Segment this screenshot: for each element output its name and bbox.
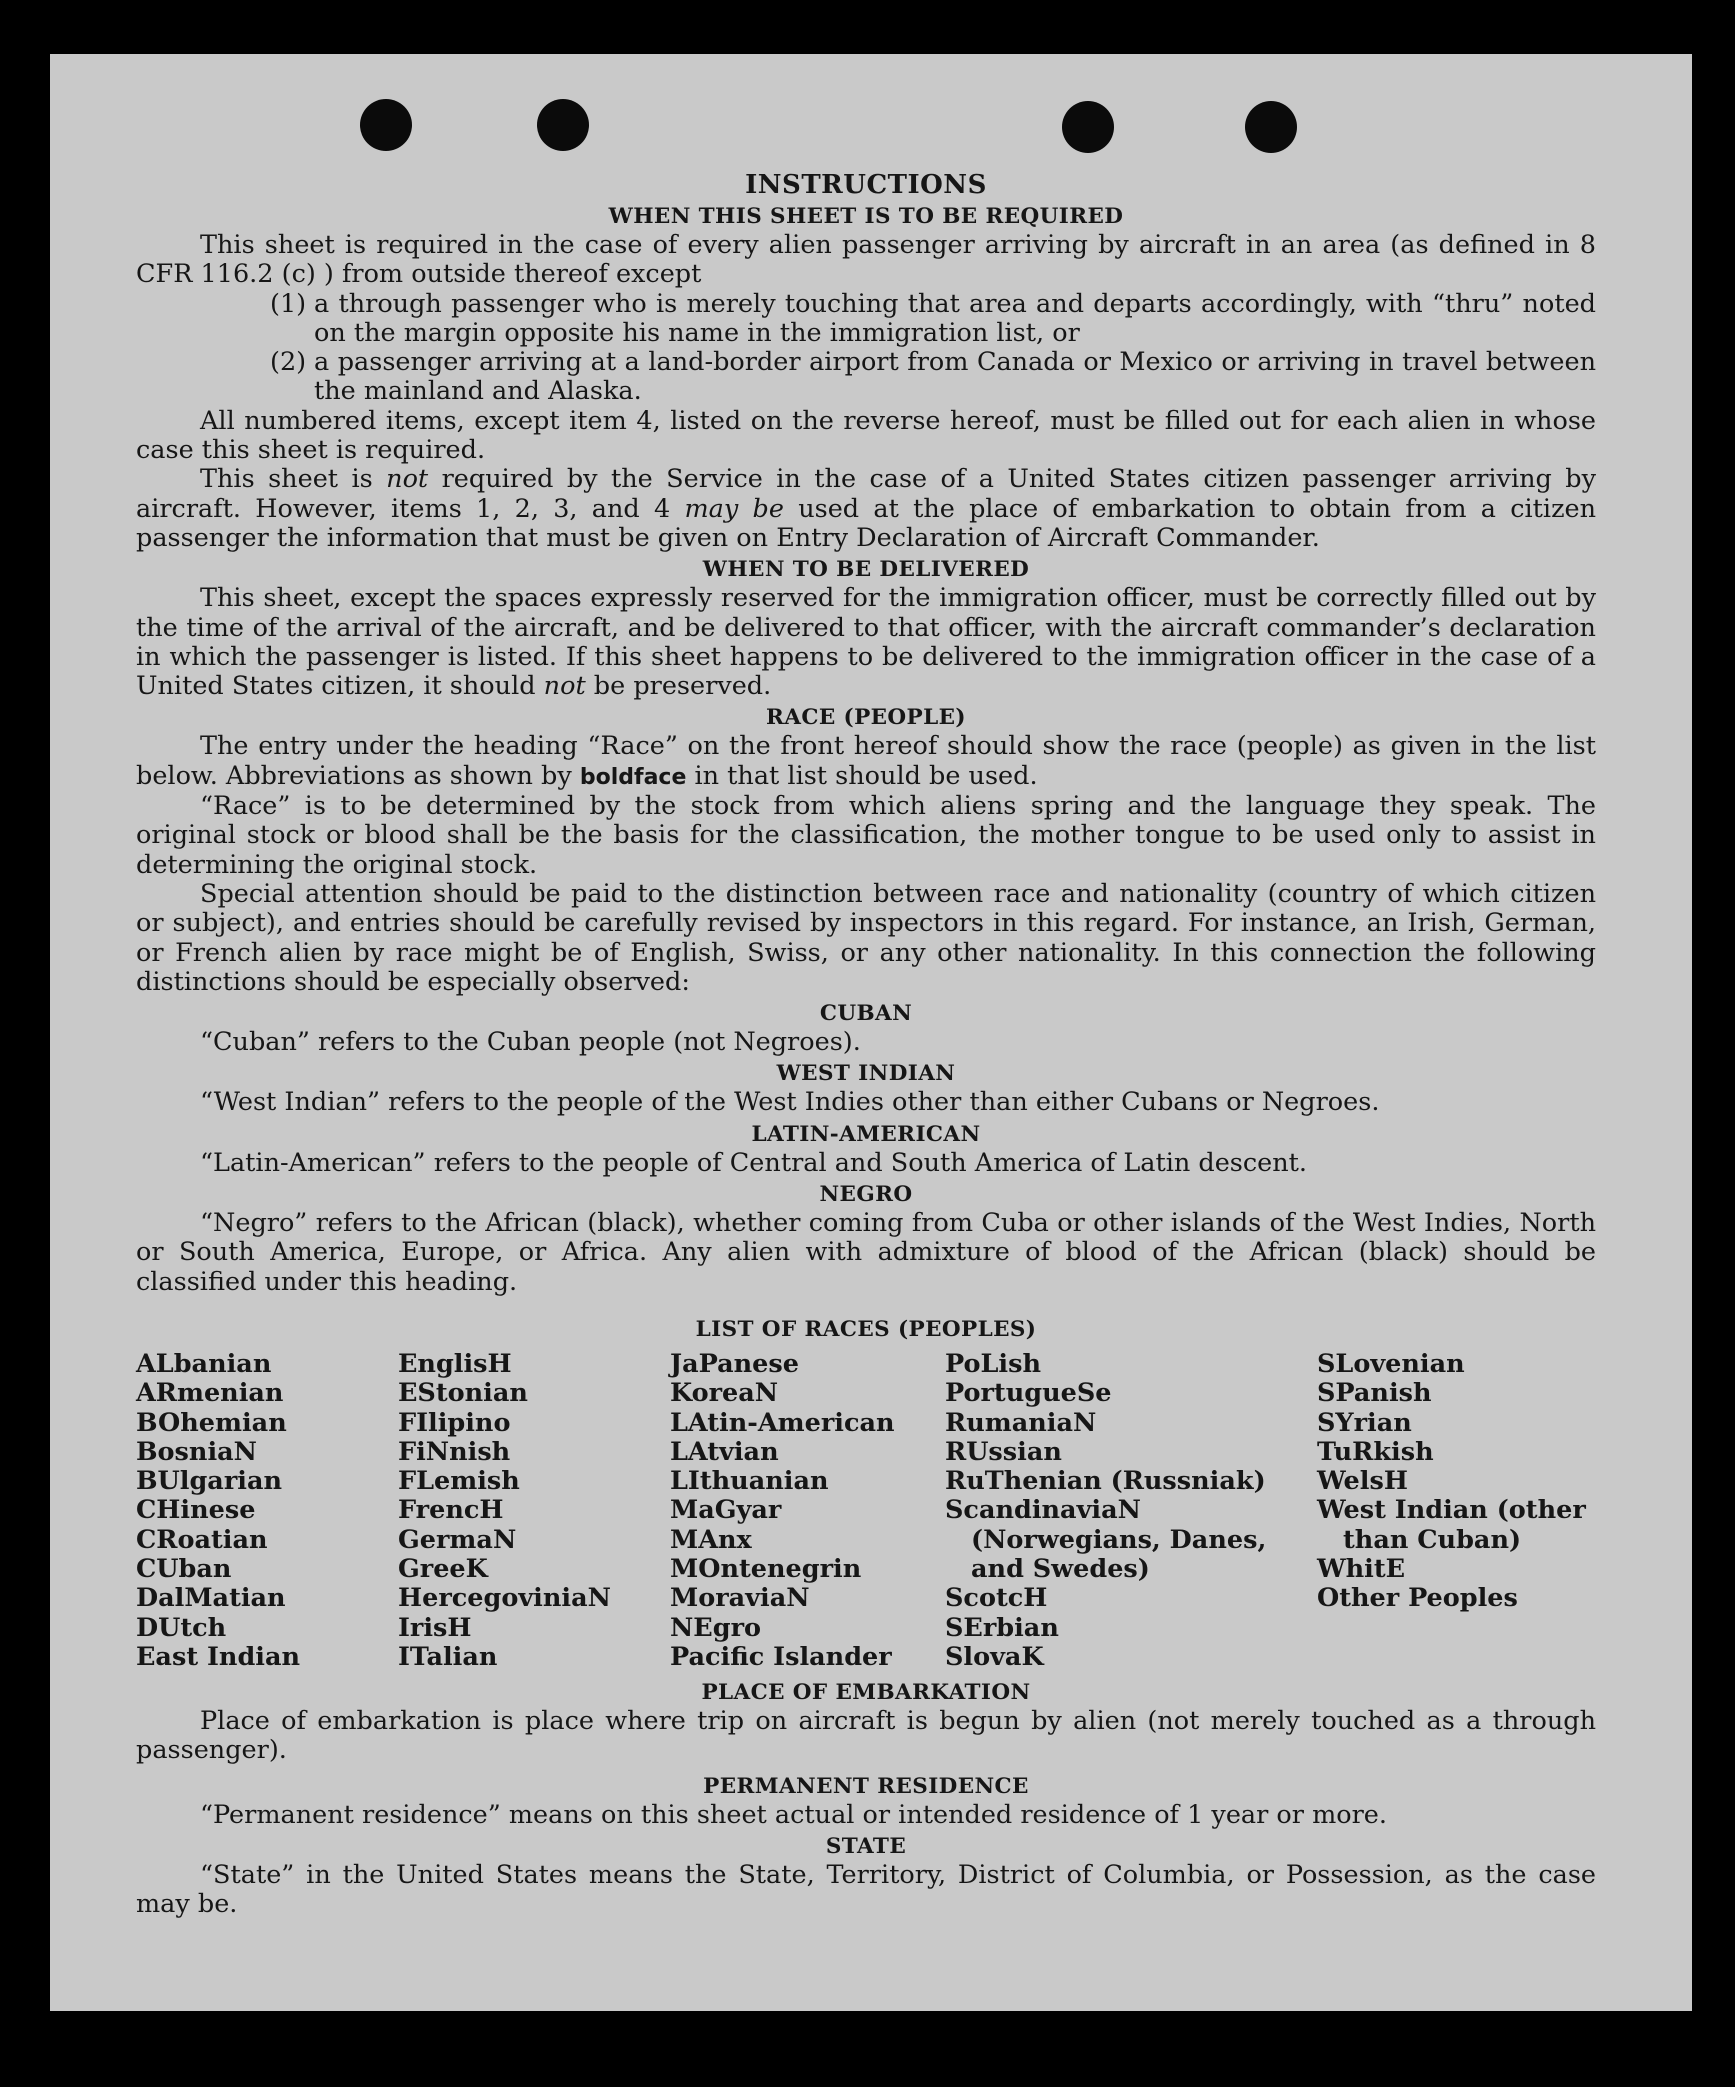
- emphasis-not: not: [543, 671, 586, 702]
- race-item: DUtch: [136, 1612, 227, 1643]
- race-item: MaGyar: [670, 1495, 782, 1526]
- race-item: MOntenegrin: [670, 1553, 862, 1584]
- race-item: East Indian: [136, 1641, 301, 1672]
- race-item: FrencH: [398, 1495, 504, 1526]
- heading-latin-american: LATIN-AMERICAN: [751, 1121, 981, 1147]
- race-item: CUban: [136, 1553, 232, 1584]
- race-item: ARmenian: [136, 1378, 284, 1409]
- exception-item-2: [136, 348, 1596, 407]
- race-item: GermaN: [398, 1524, 517, 1555]
- race-item: SlovaK: [945, 1641, 1044, 1672]
- race-item: BosniaN: [136, 1436, 257, 1467]
- heading-negro: NEGRO: [819, 1182, 913, 1208]
- paragraph-latin-american: “Latin-American” refers to the people of Central and South America of Latin descent.: [200, 1147, 1308, 1178]
- text-run: The entry under the heading “Race” on the front hereof should show the race (people) as given in the list below. Abbreviations as shown by: [136, 731, 1596, 791]
- race-item: West Indian (other than Cuban): [1317, 1495, 1586, 1555]
- race-item: RUssian: [945, 1436, 1062, 1467]
- heading-state: STATE: [825, 1834, 907, 1860]
- race-item: GreeK: [398, 1553, 488, 1584]
- heading-when-delivered: WHEN TO BE DELIVERED: [702, 557, 1030, 583]
- race-item: KoreaN: [670, 1378, 779, 1409]
- text-run: This sheet, except the spaces expressly reserved for the immigration officer, must be correctly filled out by the time of the arrival of the aircraft, and be delivered to that officer, with the aircraft commander’s declaration in which the passenger is listed. If this sheet happens to be delivered to the immigration officer in the case of a United States citizen, it should: [136, 583, 1596, 702]
- paragraph-race-nationality: Special attention should be paid to the distinction between race and nationality (country of which citizen or subject), and entries should be carefully revised by inspectors in this regard. For instance, an Irish, German, or French alien by race might be of English, Swiss, or any other nationality. In this connection the following distinctions should be especially observed:: [136, 878, 1596, 997]
- race-item: LAtin-American: [670, 1407, 895, 1438]
- item-number: (1): [270, 288, 307, 319]
- emphasis-may-be: may be: [684, 493, 784, 524]
- race-item: WelsH: [1317, 1466, 1408, 1497]
- heading-when-required: WHEN THIS SHEET IS TO BE REQUIRED: [608, 204, 1124, 229]
- race-item: ScotcH: [945, 1583, 1048, 1614]
- race-item: ITalian: [398, 1641, 498, 1672]
- race-item: WhitE: [1317, 1553, 1406, 1584]
- text-run: used at the place of embarkation to obtain from a citizen passenger the information that must be given on Entry Declaration of Aircraft Commander.: [136, 493, 1597, 553]
- race-item: BUlgarian: [136, 1466, 283, 1497]
- race-item: SErbian: [945, 1612, 1059, 1643]
- exception-item-1: [136, 290, 1596, 349]
- races-list: [136, 1350, 1596, 1672]
- race-item: PortugueSe: [945, 1378, 1112, 1409]
- paragraph-numbered-items: All numbered items, except item 4, listed on the reverse hereof, must be filled out for each alien in whose case this sheet is required.: [136, 405, 1596, 466]
- paragraph-embarkation: Place of embarkation is place where trip on aircraft is begun by alien (not merely touched as a through passenger).: [136, 1706, 1596, 1766]
- race-item: NEgro: [670, 1612, 762, 1643]
- race-item: SYrian: [1317, 1407, 1412, 1438]
- race-item: ScandinaviaN (Norwegians, Danes, and Swedes): [945, 1495, 1267, 1584]
- page-title: INSTRUCTIONS: [745, 170, 987, 200]
- paragraph-citizen: [136, 465, 1596, 553]
- race-item: TuRkish: [1317, 1436, 1434, 1467]
- paragraph-west-indian: “West Indian” refers to the people of the West Indies other than either Cubans or Negroes.: [200, 1087, 1380, 1118]
- race-item: PoLish: [945, 1348, 1042, 1379]
- race-item: RumaniaN: [945, 1407, 1097, 1438]
- paragraph-negro: “Negro” refers to the African (black), whether coming from Cuba or other islands of the West Indies, North or South America, Europe, or Africa. Any alien with admixture of blood of the African (black) should be classified under this heading.: [136, 1208, 1596, 1297]
- instructions-content: [136, 114, 1596, 1920]
- race-item: FIlipino: [398, 1407, 511, 1438]
- document-page: [50, 54, 1692, 2011]
- race-item: HercegoviniaN: [398, 1583, 611, 1614]
- heading-race: RACE (PEOPLE): [765, 705, 967, 731]
- heading-west-indian: WEST INDIAN: [776, 1061, 956, 1087]
- race-item: Other Peoples: [1317, 1583, 1518, 1614]
- paragraph-delivered: [136, 584, 1596, 701]
- race-item: FiNnish: [398, 1436, 511, 1467]
- race-item: SLovenian: [1317, 1348, 1465, 1379]
- heading-list-of-races: LIST OF RACES (PEOPLES): [695, 1316, 1037, 1342]
- text-run: in that list should be used.: [686, 760, 1038, 791]
- paragraph-required: This sheet is required in the case of every alien passenger arriving by aircraft in an area (as defined in 8 CFR 116.2 (c) ) from outside thereof except: [136, 230, 1596, 290]
- race-item: LAtvian: [670, 1436, 779, 1467]
- race-item: CHinese: [136, 1495, 256, 1526]
- race-item: LIthuanian: [670, 1466, 829, 1497]
- race-item: FLemish: [398, 1466, 520, 1497]
- boldface-word: boldface: [579, 764, 687, 790]
- race-item: Pacific Islander: [670, 1641, 892, 1672]
- races-column-4: [945, 1350, 1317, 1672]
- text-run: This sheet is: [200, 464, 387, 495]
- emphasis-not: not: [386, 464, 429, 495]
- paragraph-race-entry: [136, 732, 1596, 792]
- race-item: DalMatian: [136, 1583, 286, 1614]
- item-text: a passenger arriving at a land-border airport from Canada or Mexico or arriving in travel between the mainland and Alaska.: [314, 347, 1596, 407]
- race-item: CRoatian: [136, 1524, 268, 1555]
- paragraph-permanent-residence: “Permanent residence” means on this sheet actual or intended residence of 1 year or more.: [200, 1799, 1387, 1830]
- heading-permanent-residence: PERMANENT RESIDENCE: [703, 1773, 1029, 1799]
- paragraph-race-stock: “Race” is to be determined by the stock from which aliens spring and the language they speak. The original stock or blood shall be the basis for the classification, the mother tongue to be used only to assist in determining the original stock.: [136, 791, 1596, 880]
- race-item: ALbanian: [136, 1348, 272, 1379]
- race-item: EnglisH: [398, 1348, 512, 1379]
- text-run: required by the Service in the case of a United States citizen passenger arriving by aircraft. However, items 1, 2, 3, and 4: [136, 464, 1596, 524]
- text-run: be preserved.: [585, 671, 772, 702]
- race-item: SPanish: [1317, 1378, 1432, 1409]
- race-item: JaPanese: [670, 1348, 799, 1379]
- heading-cuban: CUBAN: [819, 1001, 913, 1027]
- races-column-3: [670, 1350, 945, 1672]
- race-item: BOhemian: [136, 1407, 287, 1438]
- race-item: IrisH: [398, 1612, 472, 1643]
- race-item: MAnx: [670, 1524, 752, 1555]
- heading-place-of-embarkation: PLACE OF EMBARKATION: [701, 1680, 1031, 1706]
- paragraph-cuban: “Cuban” refers to the Cuban people (not Negroes).: [200, 1027, 861, 1058]
- paragraph-state: “State” in the United States means the State, Territory, District of Columbia, or Possession, as the case may be.: [136, 1860, 1596, 1920]
- races-column-1: [136, 1350, 398, 1672]
- item-number: (2): [270, 347, 307, 378]
- race-item: EStonian: [398, 1378, 528, 1409]
- races-column-2: [398, 1350, 670, 1672]
- race-item: MoraviaN: [670, 1583, 810, 1614]
- races-column-5: [1317, 1350, 1596, 1672]
- item-text: a through passenger who is merely touching that area and departs accordingly, with “thru” noted on the margin opposite his name in the immigration list, or: [314, 288, 1596, 348]
- race-item: RuThenian (Russniak): [945, 1466, 1266, 1497]
